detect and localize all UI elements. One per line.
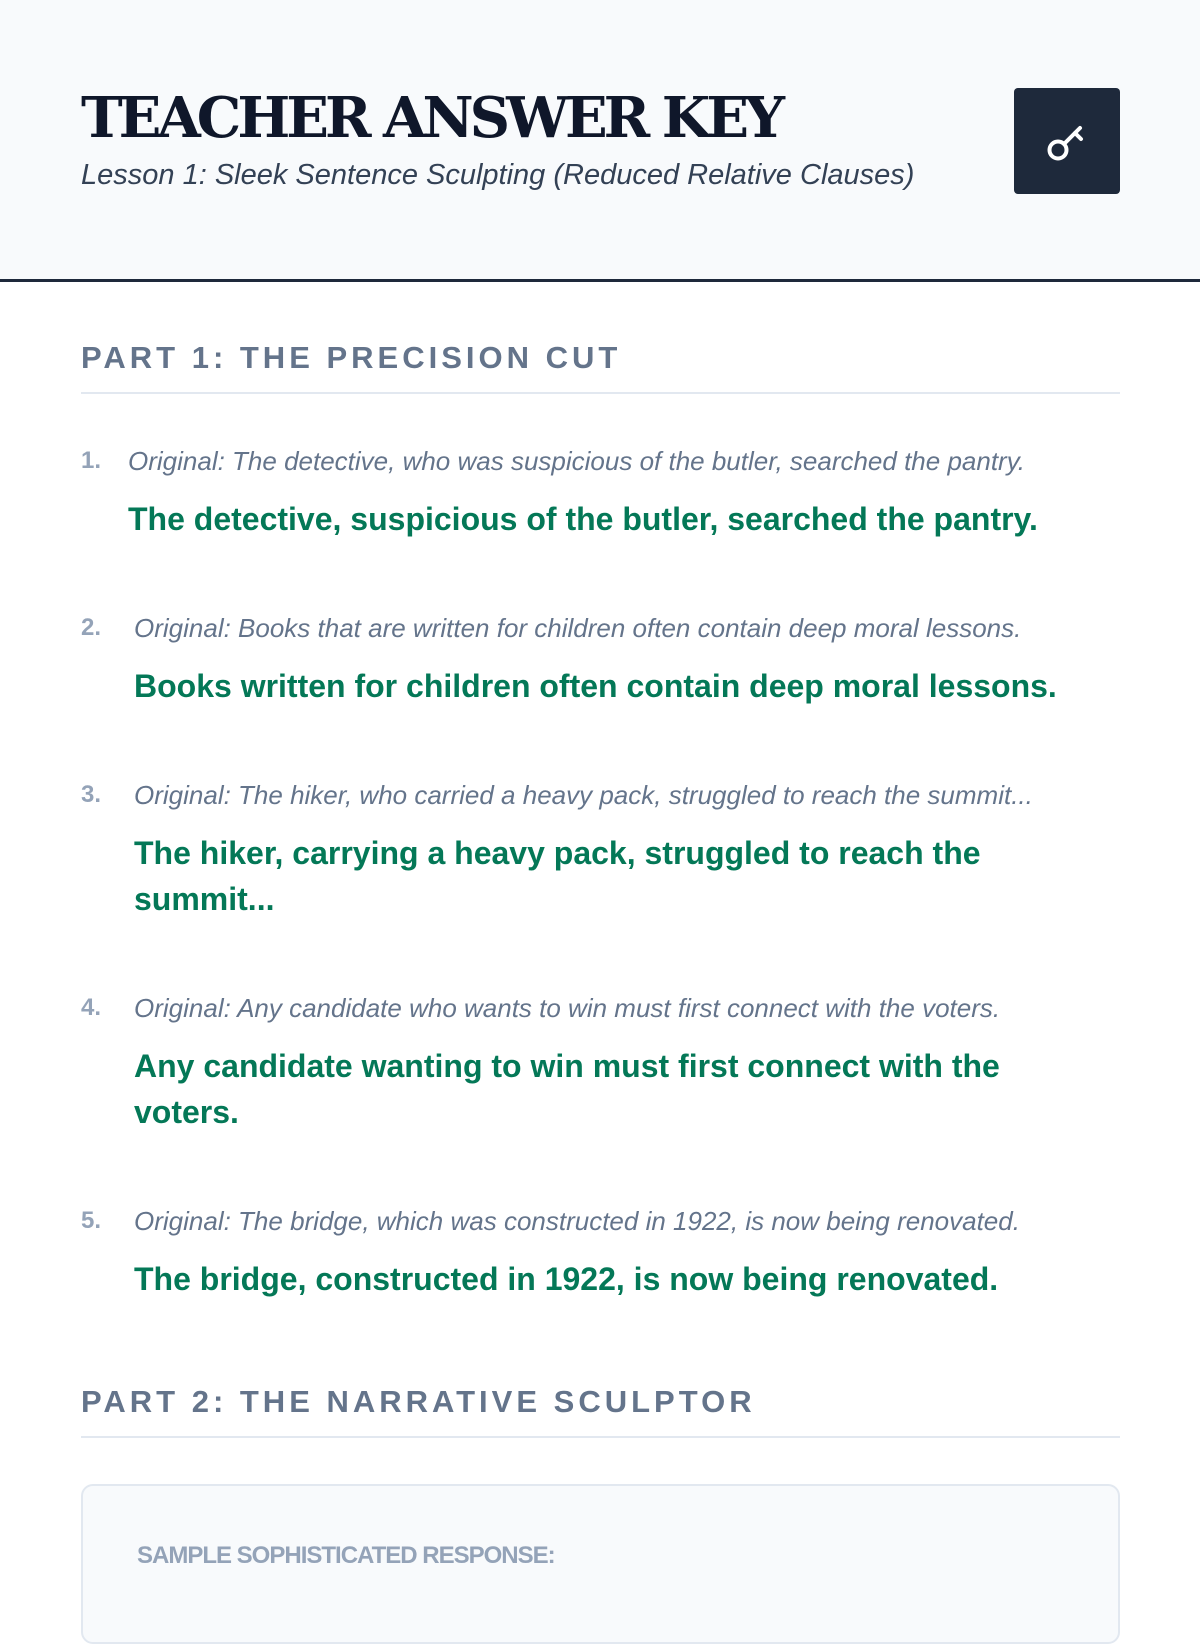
- part-2-heading: PART 2: THE NARRATIVE SCULPTOR: [81, 1384, 1120, 1438]
- item-number: 5.: [81, 1207, 102, 1234]
- item-number: 2.: [81, 614, 102, 641]
- original-sentence: Original: Any candidate who wants to win must first connect with the voters.: [134, 993, 1001, 1023]
- answer-sentence: Books written for children often contain deep moral lessons.: [134, 668, 1057, 704]
- item-number: 1.: [81, 447, 102, 474]
- original-sentence: Original: The detective, who was suspicious of the butler, searched the pantry.: [128, 446, 1025, 476]
- item-number: 3.: [81, 781, 102, 808]
- answer-sentence: The hiker, carrying a heavy pack, struggled to reach the summit...: [134, 835, 981, 917]
- part-1-heading: PART 1: THE PRECISION CUT: [81, 340, 1120, 394]
- original-sentence: Original: Books that are written for children often contain deep moral lessons.: [134, 613, 1022, 643]
- key-icon: [1039, 113, 1095, 169]
- page-title: TEACHER ANSWER KEY: [81, 85, 782, 151]
- original-sentence: Original: The hiker, who carried a heavy pack, struggled to reach the summit...: [134, 780, 1033, 810]
- answer-sentence: Any candidate wanting to win must first connect with the voters.: [134, 1048, 1000, 1130]
- key-badge: [1014, 88, 1120, 194]
- answer-sentence: The bridge, constructed in 1922, is now being renovated.: [134, 1261, 999, 1297]
- item-number: 4.: [81, 994, 102, 1021]
- answer-key-header: [0, 0, 1200, 282]
- lesson-subtitle: Lesson 1: Sleek Sentence Sculpting (Reduced Relative Clauses): [81, 159, 915, 191]
- original-sentence: Original: The bridge, which was constructed in 1922, is now being renovated.: [134, 1206, 1020, 1236]
- sample-response-label: SAMPLE SOPHISTICATED RESPONSE:: [137, 1542, 555, 1569]
- sample-response-box: [81, 1484, 1120, 1644]
- answer-sentence: The detective, suspicious of the butler, searched the pantry.: [128, 501, 1038, 537]
